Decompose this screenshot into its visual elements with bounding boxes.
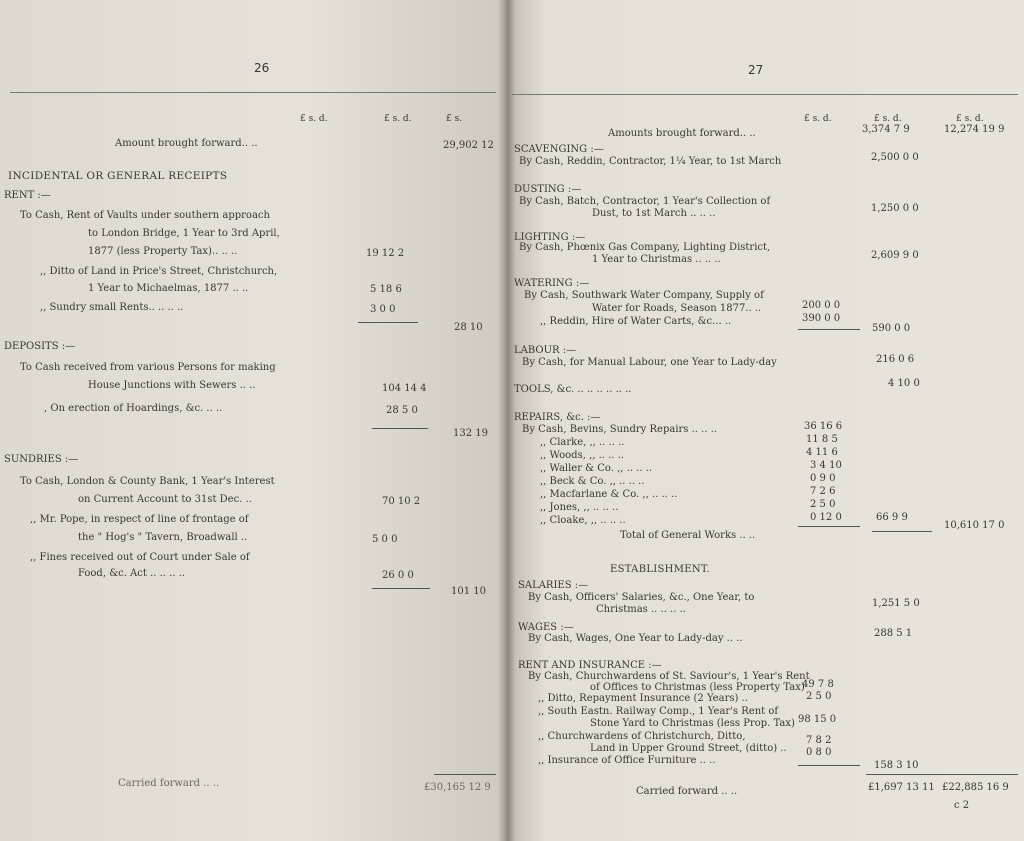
- repair-value: 2 5 0: [810, 499, 836, 510]
- rent-line: To Cash, Rent of Vaults under southern approach: [20, 210, 270, 221]
- wages-line: By Cash, Wages, One Year to Lady-day .. ..: [528, 633, 743, 644]
- rent-total: 28 10: [454, 322, 483, 333]
- rent-insurance-value: 2 5 0: [806, 691, 832, 702]
- carried-forward-label-right: Carried forward .. ..: [636, 786, 738, 797]
- repair-line: ,, Macfarlane & Co. ,, .. .. ..: [540, 489, 678, 500]
- carried-rule-right: [866, 774, 1018, 775]
- sundry-line: ,, Fines received out of Court under Sale of: [30, 552, 250, 563]
- repairs-total: 66 9 9: [876, 512, 908, 523]
- lighting-line: 1 Year to Christmas .. .. ..: [592, 254, 721, 265]
- col-head-a: £ s. d.: [804, 114, 832, 124]
- page-number-right: 27: [748, 63, 764, 77]
- repair-value: 3 4 10: [810, 460, 842, 471]
- sundry-value: 70 10 2: [382, 496, 421, 507]
- watering-line: ,, Reddin, Hire of Water Carts, &c... ..: [540, 316, 732, 327]
- rent-value: 3 0 0: [370, 304, 396, 315]
- rent-value: 5 18 6: [370, 284, 402, 295]
- rent-insurance-line: ,, Insurance of Office Furniture .. ..: [538, 755, 716, 766]
- watering-heading: WATERING :—: [514, 278, 590, 289]
- dusting-value: 1,250 0 0: [871, 203, 919, 214]
- rent-insurance-value: 49 7 8: [802, 679, 834, 690]
- repair-line: ,, Clarke, ,, .. .. ..: [540, 437, 625, 448]
- rent-insurance-heading: RENT AND INSURANCE :—: [518, 660, 662, 671]
- general-works-value: 10,610 17 0: [944, 520, 1005, 531]
- rent-line: ,, Sundry small Rents.. .. .. ..: [40, 302, 184, 313]
- deposit-line: , On erection of Hoardings, &c. .. ..: [44, 403, 223, 414]
- section-title: INCIDENTAL OR GENERAL RECEIPTS: [8, 170, 228, 182]
- general-works-label: Total of General Works .. ..: [620, 530, 756, 541]
- carried-forward-c: £22,885 16 9: [942, 782, 1009, 793]
- scavenging-value: 2,500 0 0: [871, 152, 919, 163]
- watering-line: By Cash, Southwark Water Company, Supply of: [524, 290, 764, 301]
- top-rule-right: [512, 94, 1018, 95]
- wages-value: 288 5 1: [874, 628, 913, 639]
- col-head-a: £ s. d.: [300, 114, 328, 124]
- carried-forward-value-left: £30,165 12 9: [424, 782, 491, 793]
- rent-insurance-line: ,, Ditto, Repayment Insurance (2 Years) ..: [538, 693, 748, 704]
- tools-value: 4 10 0: [888, 378, 920, 389]
- brought-forward-c: 12,274 19 9: [944, 124, 1005, 135]
- sundry-value: 26 0 0: [382, 570, 414, 581]
- deposit-line: House Junctions with Sewers .. ..: [88, 380, 256, 391]
- rent-heading: RENT :—: [4, 190, 51, 201]
- watering-line: Water for Roads, Season 1877.. ..: [592, 303, 762, 314]
- carried-forward-label-left: Carried forward .. ..: [118, 778, 220, 789]
- salaries-value: 1,251 5 0: [872, 598, 920, 609]
- salaries-line: By Cash, Officers' Salaries, &c., One Year, to: [528, 592, 755, 603]
- brought-forward-label: Amount brought forward.. ..: [115, 138, 258, 149]
- labour-line: By Cash, for Manual Labour, one Year to Lady-day: [522, 357, 777, 368]
- brought-forward-label-right: Amounts brought forward.. ..: [608, 128, 756, 139]
- repair-value: 11 8 5: [806, 434, 838, 445]
- rent-insurance-value: 7 8 2: [806, 735, 832, 746]
- rent-insurance-line: of Offices to Christmas (less Property Tax): [590, 682, 805, 693]
- lighting-heading: LIGHTING :—: [514, 232, 586, 243]
- subtotal-rule: [798, 526, 860, 527]
- wages-heading: WAGES :—: [518, 622, 574, 633]
- brought-forward-b: 3,374 7 9: [862, 124, 910, 135]
- rent-line: ,, Ditto of Land in Price's Street, Christchurch,: [40, 266, 278, 277]
- rent-insurance-line: By Cash, Churchwardens of St. Saviour's, 1 Year's Rent: [528, 671, 810, 682]
- tools-line: TOOLS, &c. .. .. .. .. .. ..: [514, 384, 632, 395]
- repair-value: 0 12 0: [810, 512, 842, 523]
- establishment-heading: ESTABLISHMENT.: [610, 564, 710, 575]
- subtotal-rule: [872, 531, 932, 532]
- page-number-left: 26: [254, 61, 270, 75]
- sundry-line: on Current Account to 31st Dec. ..: [78, 494, 252, 505]
- rent-insurance-value: 98 15 0: [798, 714, 837, 725]
- watering-value: 390 0 0: [802, 313, 841, 324]
- col-head-c: £ s. d.: [956, 114, 984, 124]
- repair-value: 4 11 6: [806, 447, 838, 458]
- watering-value: 200 0 0: [802, 300, 841, 311]
- scavenging-heading: SCAVENGING :—: [514, 144, 604, 155]
- deposit-value: 28 5 0: [386, 405, 418, 416]
- col-head-b: £ s. d.: [874, 114, 902, 124]
- repair-value: 36 16 6: [804, 421, 843, 432]
- labour-heading: LABOUR :—: [514, 345, 577, 356]
- rent-insurance-total: 158 3 10: [874, 760, 919, 771]
- scavenging-line: By Cash, Reddin, Contractor, 1¼ Year, to 1st March: [519, 156, 782, 167]
- deposit-line: To Cash received from various Persons for making: [20, 362, 276, 373]
- rent-insurance-line: ,, South Eastn. Railway Comp., 1 Year's Rent of: [538, 706, 779, 717]
- sundries-heading: SUNDRIES :—: [4, 454, 79, 465]
- repair-line: ,, Beck & Co. ,, .. .. ..: [540, 476, 645, 487]
- watering-total: 590 0 0: [872, 323, 911, 334]
- subtotal-rule: [372, 588, 430, 589]
- rent-insurance-line: Stone Yard to Christmas (less Prop. Tax): [590, 718, 795, 729]
- dusting-line: Dust, to 1st March .. .. ..: [592, 208, 716, 219]
- lighting-value: 2,609 9 0: [871, 250, 919, 261]
- repair-line: By Cash, Bevins, Sundry Repairs .. .. ..: [522, 424, 718, 435]
- sundry-value: 5 0 0: [372, 534, 398, 545]
- subtotal-rule: [358, 322, 418, 323]
- top-rule-left: [10, 92, 496, 93]
- sundry-line: To Cash, London & County Bank, 1 Year's Interest: [20, 476, 275, 487]
- sundry-line: Food, &c. Act .. .. .. ..: [78, 568, 186, 579]
- sundry-line: ,, Mr. Pope, in respect of line of frontage of: [30, 514, 249, 525]
- dusting-line: By Cash, Batch, Contractor, 1 Year's Collection of: [519, 196, 771, 207]
- subtotal-rule: [798, 765, 860, 766]
- signature-mark: c 2: [954, 800, 970, 811]
- rent-insurance-value: 0 8 0: [806, 747, 832, 758]
- carried-forward-b: £1,697 13 11: [868, 782, 935, 793]
- rent-line: to London Bridge, 1 Year to 3rd April,: [88, 228, 280, 239]
- salaries-heading: SALARIES :—: [518, 580, 589, 591]
- sundries-total: 101 10: [451, 586, 486, 597]
- repair-value: 7 2 6: [810, 486, 836, 497]
- brought-forward-value: 29,902 12: [443, 140, 494, 151]
- sundry-line: the " Hog's " Tavern, Broadwall ..: [78, 532, 248, 543]
- subtotal-rule: [372, 428, 428, 429]
- rent-insurance-line: Land in Upper Ground Street, (ditto) ..: [590, 743, 787, 754]
- rent-insurance-line: ,, Churchwardens of Christchurch, Ditto,: [538, 731, 746, 742]
- repair-line: ,, Woods, ,, .. .. ..: [540, 450, 625, 461]
- lighting-line: By Cash, Phœnix Gas Company, Lighting District,: [519, 242, 771, 253]
- carried-rule-left: [434, 774, 496, 775]
- rent-value: 19 12 2: [366, 248, 405, 259]
- labour-value: 216 0 6: [876, 354, 915, 365]
- rent-line: 1877 (less Property Tax).. .. ..: [88, 246, 238, 257]
- deposits-heading: DEPOSITS :—: [4, 341, 76, 352]
- dusting-heading: DUSTING :—: [514, 184, 582, 195]
- repair-line: ,, Jones, ,, .. .. ..: [540, 502, 619, 513]
- deposit-value: 104 14 4: [382, 383, 427, 394]
- salaries-line: Christmas .. .. .. ..: [596, 604, 686, 615]
- col-head-b: £ s. d.: [384, 114, 412, 124]
- col-head-c: £ s.: [446, 114, 463, 124]
- repair-line: ,, Waller & Co. ,, .. .. ..: [540, 463, 653, 474]
- subtotal-rule: [798, 329, 860, 330]
- repair-value: 0 9 0: [810, 473, 836, 484]
- deposits-total: 132 19: [453, 428, 488, 439]
- left-page: [0, 0, 505, 841]
- repair-line: ,, Cloake, ,, .. .. ..: [540, 515, 626, 526]
- rent-line: 1 Year to Michaelmas, 1877 .. ..: [88, 283, 249, 294]
- repairs-heading: REPAIRS, &c. :—: [514, 412, 601, 423]
